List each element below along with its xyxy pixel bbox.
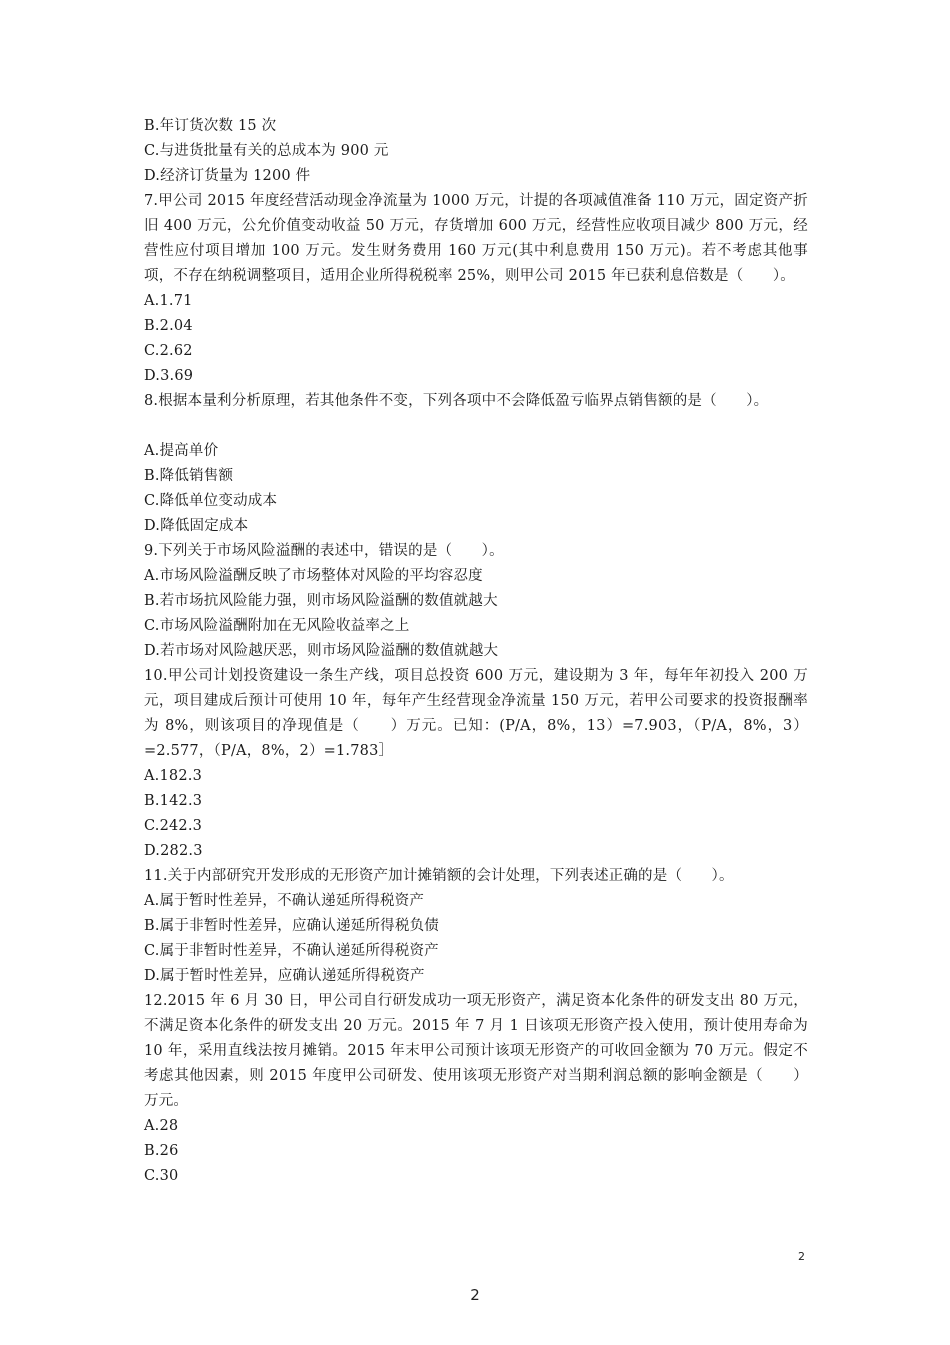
text-line: 9.下列关于市场风险溢酬的表述中，错误的是（ ）。 (144, 543, 504, 559)
text-line: D.3.69 (144, 368, 194, 384)
text-line: B.降低销售额 (144, 468, 234, 484)
text-line: D.经济订货量为 1200 件 (144, 168, 311, 184)
page-number-small: 2 (798, 1250, 805, 1263)
text-line: A.提高单价 (144, 443, 219, 459)
text-line: B.年订货次数 15 次 (144, 118, 277, 134)
text-line: B.2.04 (144, 318, 193, 334)
text-line: C.属于非暂时性差异，不确认递延所得税资产 (144, 943, 439, 959)
text-line: A.1.71 (144, 293, 193, 309)
question-paragraph: 7.甲公司 2015 年度经营活动现金净流量为 1000 万元，计提的各项减值准备 110 万元，固定资产折旧 400 万元，公允价值变动收益 50 万元，存货增加 600 万元，经营性应收项目减少 800 万元，经营性应付项目增加 100 万元。发生财务费用 160 万元(其中利息费用 150 万元)。若不考虑其他事项，不存在纳税调整项目，适用企业所得税税率 25%，则甲公司 2015 年已获利息倍数是（ ）。 (144, 193, 808, 284)
text-line: B.142.3 (144, 793, 203, 809)
text-line: D.属于暂时性差异，应确认递延所得税资产 (144, 968, 425, 984)
text-line: D.降低固定成本 (144, 518, 249, 534)
question-paragraph: 8.根据本量利分析原理，若其他条件不变，下列各项中不会降低盈亏临界点销售额的是（ ）。 (144, 393, 769, 409)
page-number-footer: 2 (470, 1286, 480, 1304)
question-paragraph: 12.2015 年 6 月 30 日，甲公司自行研发成功一项无形资产，满足资本化条件的研发支出 80 万元，不满足资本化条件的研发支出 20 万元。2015 年 7 月 1 日该项无形资产投入使用，预计使用寿命为 10 年，采用直线法按月摊销。2015 年末甲公司预计该项无形资产的可收回金额为 70 万元。假定不考虑其他因素，则 2015 年度甲公司研发、使用该项无形资产对当期利润总额的影响金额是（ ）万元。 (144, 993, 808, 1109)
text-line: 11.关于内部研究开发形成的无形资产加计摊销额的会计处理，下列表述正确的是（ ）。 (144, 868, 734, 884)
text-line: A.市场风险溢酬反映了市场整体对风险的平均容忍度 (144, 568, 483, 584)
text-line: B.26 (144, 1143, 179, 1159)
text-line: A.28 (144, 1118, 179, 1134)
text-line: C.降低单位变动成本 (144, 493, 278, 509)
text-line: B.若市场抗风险能力强，则市场风险溢酬的数值就越大 (144, 593, 498, 609)
text-line: C.市场风险溢酬附加在无风险收益率之上 (144, 618, 410, 634)
text-line: C.242.3 (144, 818, 203, 834)
text-line: D.282.3 (144, 843, 203, 859)
text-line: C.30 (144, 1168, 179, 1184)
question-paragraph: 10.甲公司计划投资建设一条生产线，项目总投资 600 万元，建设期为 3 年，每年年初投入 200 万元，项目建成后预计可使用 10 年，每年产生经营现金净流量 150 万元，若甲公司要求的投资报酬率为 8%，则该项目的净现值是（ ）万元。已知：(P/A，8%，13）=7.903，（P/A，8%，3）=2.577，（P/A，8%，2）=1.783］ (144, 668, 808, 759)
text-line: A.属于暂时性差异，不确认递延所得税资产 (144, 893, 425, 909)
text-line: C.2.62 (144, 343, 193, 359)
text-line: D.若市场对风险越厌恶，则市场风险溢酬的数值就越大 (144, 643, 499, 659)
text-line: B.属于非暂时性差异，应确认递延所得税负债 (144, 918, 439, 934)
page-content (144, 114, 808, 1189)
text-line: A.182.3 (144, 768, 202, 784)
text-line: C.与进货批量有关的总成本为 900 元 (144, 143, 389, 159)
